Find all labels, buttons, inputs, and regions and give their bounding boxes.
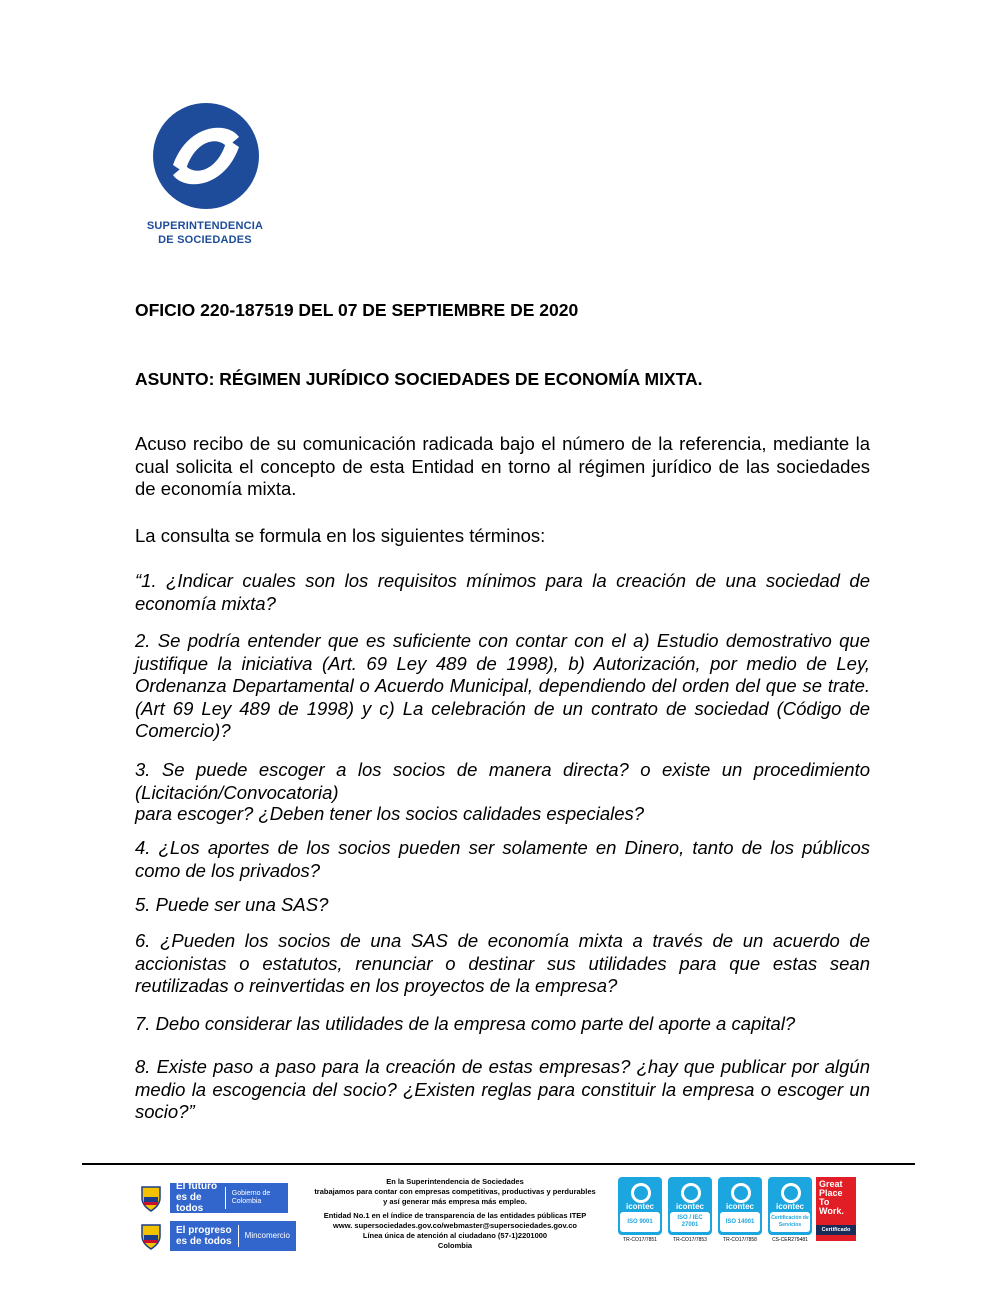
- cert-iso-9001: icontec ISO 9001 TR-CO17/7851: [618, 1177, 662, 1241]
- question-8: 8. Existe paso a paso para la creación de estas empresas? ¿hay que publicar por algún medio la escogencia del socio? ¿Existen reglas para constituir la empresa o escoger un socio?”: [135, 1056, 870, 1122]
- intro-paragraph: Acuso recibo de su comunicación radicada bajo el número de la referencia, mediante la cual solicita el concepto de esta Entidad en torno al régimen jurídico de las sociedades de economía mixta.: [135, 433, 870, 499]
- icontec-icon: [681, 1183, 701, 1203]
- gov-badge-futuro: El futuro es de todos Gobierno de Colombia: [140, 1181, 288, 1214]
- coat-of-arms-icon: [140, 1184, 162, 1212]
- coat-of-arms-icon: [140, 1222, 162, 1250]
- logo-text: SUPERINTENDENCIA DE SOCIEDADES: [146, 220, 264, 246]
- document-subject: ASUNTO: RÉGIMEN JURÍDICO SOCIEDADES DE ECONOMÍA MIXTA.: [135, 369, 703, 389]
- consulta-paragraph: La consulta se formula en los siguientes términos:: [135, 525, 546, 546]
- cert-iso-14001: icontec ISO 14001 TR-CO17/7858: [718, 1177, 762, 1241]
- cert-servicios: icontec Certificación de Servicios CS-CER279481: [768, 1177, 812, 1241]
- cert-iso-27001: icontec ISO / IEC 27001 TR-CO17/7853: [668, 1177, 712, 1241]
- icontec-icon: [781, 1183, 801, 1203]
- icontec-icon: [731, 1183, 751, 1203]
- question-7: 7. Debo considerar las utilidades de la empresa como parte del aporte a capital?: [135, 1013, 796, 1034]
- gov-badge-progreso: El progreso es de todos Mincomercio: [140, 1219, 296, 1252]
- question-5: 5. Puede ser una SAS?: [135, 894, 329, 915]
- question-3: 3. Se puede escoger a los socios de manera directa? o existe un procedimiento (Licitación/Convocatoria): [135, 759, 870, 803]
- question-1: “1. ¿Indicar cuales son los requisitos mínimos para la creación de una sociedad de economía mixta?: [135, 570, 870, 614]
- document-title: OFICIO 220-187519 DEL 07 DE SEPTIEMBRE DE 2020: [135, 300, 579, 320]
- question-4: 4. ¿Los aportes de los socios pueden ser solamente en Dinero, tanto de los públicos como de los privados?: [135, 837, 870, 881]
- icontec-icon: [631, 1183, 651, 1203]
- great-place-to-work-badge: Great Place To Work. Certificado: [816, 1177, 856, 1241]
- question-3-continued: para escoger? ¿Deben tener los socios calidades especiales?: [135, 803, 645, 824]
- logo-emblem-icon: [153, 103, 259, 209]
- footer-divider: [82, 1163, 915, 1165]
- question-2: 2. Se podría entender que es suficiente con contar con el a) Estudio demostrativo que justifique la iniciativa (Art. 69 Ley 489 de 1998), b) Autorización, por medio de Ley, Ordenanza Departamental o Acuerdo Municipal, dependiendo del orden del que se trate. (Art 69 Ley 489 de 1998) y c) La celebración de un contrato de sociedad (Código de Comercio)?: [135, 630, 870, 741]
- footer-contact-text: En la Superintendencia de Sociedades trabajamos para contar con empresas competitivas, productivas y perdurables y así generar más empresa más empleo. Entidad No.1 en el índice de transparencia de las entidades públicas ITEP www. supersociedades.gov.co/webmaster@supersociedades.gov.co Línea única de atención al ciudadano (57-1)2201000 Colombia: [314, 1177, 596, 1250]
- question-6: 6. ¿Pueden los socios de una SAS de economía mixta a través de un acuerdo de accionistas o estatutos, renunciar o destinar sus utilidades para que estas sean reutilizadas o reinvertidas en los proyectos de la empresa?: [135, 930, 870, 996]
